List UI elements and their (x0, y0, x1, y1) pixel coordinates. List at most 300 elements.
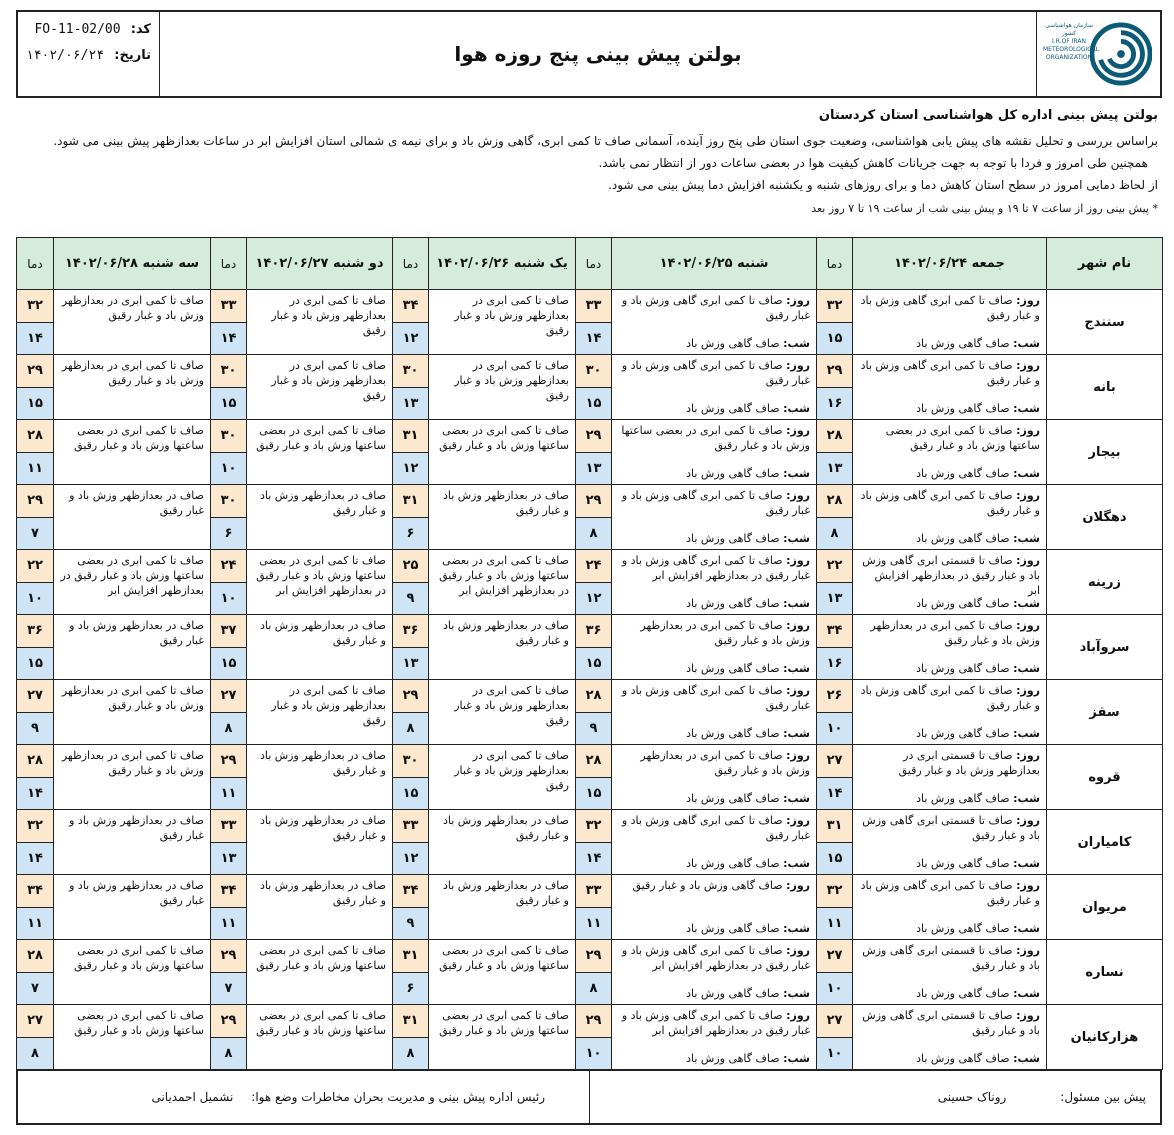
day-forecast (618, 878, 810, 893)
temperature-box (576, 420, 611, 484)
max-temperature: ۲۸ (817, 485, 852, 518)
temperature-cell (393, 745, 429, 810)
night-label: شب: (783, 662, 810, 675)
temperature-cell (576, 810, 612, 875)
night-forecast-text: صاف گاهی وزش باد (686, 987, 780, 1000)
max-temperature: ۲۴ (211, 550, 246, 583)
min-temperature: ۱۴ (17, 778, 53, 810)
night-label: شب: (1013, 597, 1040, 610)
day-column-header: شنبه ۱۴۰۲/۰۶/۲۵ (612, 238, 817, 290)
day-label: روز: (786, 424, 810, 437)
temperature-box (211, 615, 246, 679)
day-forecast (618, 553, 810, 583)
forecast-text: صاف در بعدازظهر وزش باد و غبار رقیق (442, 814, 569, 842)
forecast-text: صاف در بعدازظهر وزش باد و غبار رقیق (442, 489, 569, 517)
min-temperature: ۱۱ (817, 908, 852, 940)
temperature-cell (817, 615, 853, 680)
temperature-box (211, 680, 246, 744)
forecast-description (54, 875, 211, 940)
temperature-cell (393, 615, 429, 680)
day-forecast-text: صاف تا کمی ابری گاهی وزش باد و غبار رقیق (621, 489, 810, 517)
min-temperature: ۱۴ (17, 323, 53, 355)
min-temperature: ۹ (393, 583, 428, 615)
temperature-cell (393, 940, 429, 1005)
forecast-description (429, 940, 576, 1005)
max-temperature: ۲۹ (576, 420, 611, 453)
day-label: روز: (1016, 554, 1040, 567)
forecast-text: صاف تا کمی ابری در بعضی ساعتها وزش باد و غبار رقیق (256, 424, 386, 452)
night-forecast (618, 791, 810, 806)
day-forecast-text: صاف تا کمی ابری در بعدازظهر وزش باد و غبار رقیق (640, 619, 810, 647)
day-label: روز: (1016, 359, 1040, 372)
temperature-box (17, 485, 53, 549)
night-forecast (618, 531, 810, 546)
temperature-box (211, 355, 246, 419)
day-label: روز: (1016, 619, 1040, 632)
forecast-time-note: * پیش بینی روز از ساعت ۷ تا ۱۹ و پیش بینی شب از ساعت ۱۹ تا ۷ روز بعد (811, 202, 1158, 215)
max-temperature: ۲۷ (817, 1005, 852, 1038)
day-forecast-text: صاف گاهی وزش باد و غبار رقیق (632, 879, 783, 892)
day-forecast-text: صاف تا کمی ابری گاهی وزش باد و غبار رقیق (621, 294, 810, 322)
forecast-text: صاف در بعدازظهر وزش باد و غبار رقیق (259, 814, 386, 842)
temperature-box (576, 745, 611, 809)
night-label: شب: (783, 727, 810, 740)
department-head-cell (18, 1071, 589, 1123)
night-label: شب: (1013, 337, 1040, 350)
temperature-cell (211, 1005, 247, 1070)
day-label: روز: (786, 944, 810, 957)
forecast-description (429, 745, 576, 810)
max-temperature: ۲۶ (817, 680, 852, 713)
temperature-box (817, 550, 852, 614)
night-label: شب: (1013, 857, 1040, 870)
temperature-box (393, 615, 428, 679)
forecast-description (853, 680, 1047, 745)
temperature-box (211, 550, 246, 614)
forecast-text: صاف تا کمی ابری در بعدازظهر وزش باد و غبار رقیق (271, 294, 386, 337)
night-forecast-text: صاف گاهی وزش باد (916, 1052, 1010, 1065)
day-column-header: سه شنبه ۱۴۰۲/۰۶/۲۸ (54, 238, 211, 290)
table-row (17, 615, 1163, 680)
min-temperature: ۱۰ (211, 453, 246, 485)
forecast-description (612, 615, 817, 680)
max-temperature: ۳۱ (393, 1005, 428, 1038)
day-forecast (859, 358, 1040, 388)
min-temperature: ۱۵ (17, 388, 53, 420)
day-label: روز: (786, 554, 810, 567)
day-label: روز: (1016, 1009, 1040, 1022)
night-forecast-text: صاف گاهی وزش باد (916, 987, 1010, 1000)
temperature-cell (211, 680, 247, 745)
day-forecast (859, 488, 1040, 518)
city-name: سنندج (1047, 290, 1163, 355)
max-temperature: ۲۷ (211, 680, 246, 713)
temperature-box (393, 680, 428, 744)
min-temperature: ۸ (576, 518, 611, 550)
city-name: قروه (1047, 745, 1163, 810)
temperature-box (393, 355, 428, 419)
temp-column-header: دما (393, 238, 429, 290)
min-temperature: ۱۳ (817, 583, 852, 615)
min-temperature: ۱۰ (817, 1038, 852, 1070)
forecast-text: صاف تا کمی ابری در بعضی ساعتها وزش باد و غبار رقیق (74, 424, 204, 452)
day-forecast (859, 618, 1040, 648)
temperature-box (817, 1005, 852, 1069)
min-temperature: ۱۳ (393, 648, 428, 680)
forecast-description (247, 420, 393, 485)
table-row (17, 420, 1163, 485)
temperature-box (576, 485, 611, 549)
forecast-description (54, 420, 211, 485)
min-temperature: ۱۰ (17, 583, 53, 615)
forecast-description (853, 1005, 1047, 1070)
temperature-cell (817, 550, 853, 615)
forecast-description (612, 810, 817, 875)
day-forecast-text: صاف تا قسمتی ابری گاهی وزش باد و غبار رقیق در بعدازظهر افزایش ابر (862, 554, 1040, 597)
night-forecast (618, 336, 810, 351)
day-forecast-text: صاف تا کمی ابری گاهی وزش باد و غبار رقیق (860, 879, 1040, 907)
city-name: نساره (1047, 940, 1163, 1005)
forecast-text: صاف در بعدازظهر وزش باد و غبار رقیق (259, 879, 386, 907)
min-temperature: ۱۴ (576, 323, 611, 355)
intro-heading: بولتن پیش بینی اداره کل هواشناسی استان کردستان (818, 108, 1158, 123)
department-head-label: رئیس اداره پیش بینی و مدیریت بحران مخاطرات وضع هوا: (251, 1090, 545, 1104)
temperature-box (393, 290, 428, 354)
temperature-box (393, 420, 428, 484)
temperature-box (211, 940, 246, 1004)
max-temperature: ۲۹ (576, 485, 611, 518)
forecast-text: صاف در بعدازظهر وزش باد و غبار رقیق (69, 814, 204, 842)
day-label: روز: (1016, 684, 1040, 697)
forecast-text: صاف تا کمی ابری در بعدازظهر وزش باد و غبار رقیق (61, 359, 204, 387)
min-temperature: ۹ (576, 713, 611, 745)
temperature-box (817, 355, 852, 419)
forecast-text: صاف تا کمی ابری در بعضی ساعتها وزش باد و غبار رقیق (439, 424, 569, 452)
logo-line: METEOROLOGICAL (1043, 46, 1099, 53)
code-value: FO-11-02/00 (34, 22, 121, 37)
max-temperature: ۳۴ (393, 290, 428, 323)
temperature-cell (17, 290, 54, 355)
date-row (26, 48, 151, 63)
night-label: شب: (1013, 467, 1040, 480)
temperature-cell (576, 745, 612, 810)
night-label: شب: (783, 337, 810, 350)
forecast-description (853, 745, 1047, 810)
forecast-description (429, 680, 576, 745)
temperature-cell (576, 875, 612, 940)
night-forecast-text: صاف گاهی وزش باد (686, 597, 780, 610)
forecast-description (429, 355, 576, 420)
forecast-text: صاف تا کمی ابری در بعدازظهر وزش باد و غبار رقیق (454, 359, 569, 402)
temperature-box (576, 290, 611, 354)
temperature-cell (817, 745, 853, 810)
temperature-box (393, 875, 428, 939)
max-temperature: ۳۴ (393, 875, 428, 908)
min-temperature: ۱۲ (576, 583, 611, 615)
forecast-description (853, 875, 1047, 940)
forecast-text: صاف تا کمی ابری در بعضی ساعتها وزش باد و غبار رقیق در بعدازظهر افزایش ابر (256, 554, 386, 597)
temperature-cell (17, 810, 54, 875)
max-temperature: ۳۲ (817, 290, 852, 323)
night-forecast (859, 1051, 1040, 1066)
temperature-box (211, 745, 246, 809)
forecast-text: صاف در بعدازظهر وزش باد و غبار رقیق (69, 879, 204, 907)
min-temperature: ۱۱ (576, 908, 611, 940)
forecast-description (247, 485, 393, 550)
day-forecast (618, 293, 810, 323)
night-forecast (859, 791, 1040, 806)
day-forecast (618, 748, 810, 778)
max-temperature: ۳۶ (393, 615, 428, 648)
min-temperature: ۸ (817, 518, 852, 550)
temperature-cell (393, 355, 429, 420)
max-temperature: ۳۲ (17, 290, 53, 323)
max-temperature: ۲۲ (817, 550, 852, 583)
min-temperature: ۱۳ (817, 453, 852, 485)
temperature-cell (211, 810, 247, 875)
min-temperature: ۱۱ (17, 908, 53, 940)
max-temperature: ۲۸ (17, 420, 53, 453)
temperature-cell (817, 810, 853, 875)
forecast-table (16, 237, 1163, 1070)
temperature-box (393, 485, 428, 549)
min-temperature: ۱۰ (211, 583, 246, 615)
logo-line: ORGANIZATION (1045, 54, 1093, 61)
day-label: روز: (786, 879, 810, 892)
temperature-box (393, 1005, 428, 1069)
temperature-cell (393, 875, 429, 940)
max-temperature: ۲۹ (576, 1005, 611, 1038)
temperature-box (817, 745, 852, 809)
day-forecast-text: صاف تا کمی ابری گاهی وزش باد و غبار رقیق (621, 814, 810, 842)
day-forecast (618, 943, 810, 973)
day-forecast-text: صاف تا قسمتی ابری گاهی وزش باد و غبار رقیق (862, 814, 1040, 842)
min-temperature: ۱۶ (817, 388, 852, 420)
forecast-description (247, 355, 393, 420)
temperature-cell (211, 420, 247, 485)
temperature-cell (576, 615, 612, 680)
max-temperature: ۲۹ (211, 745, 246, 778)
day-label: روز: (786, 1009, 810, 1022)
temperature-box (576, 680, 611, 744)
night-label: شب: (783, 987, 810, 1000)
table-row (17, 550, 1163, 615)
temperature-box (576, 355, 611, 419)
temperature-box (576, 615, 611, 679)
temperature-cell (393, 810, 429, 875)
forecaster-name: روناک حسینی (937, 1090, 1007, 1104)
day-forecast (618, 358, 810, 388)
night-forecast (859, 466, 1040, 481)
max-temperature: ۳۳ (211, 810, 246, 843)
day-forecast (859, 943, 1040, 973)
min-temperature: ۷ (211, 973, 246, 1005)
day-forecast-text: صاف تا کمی ابری در بعضی ساعتها وزش باد و غبار رقیق (621, 424, 810, 452)
forecast-description (853, 355, 1047, 420)
department-head-name: نشمیل احمدیانی (151, 1090, 234, 1104)
forecast-description (247, 680, 393, 745)
forecaster-cell (589, 1071, 1160, 1123)
night-label: شب: (783, 467, 810, 480)
max-temperature: ۳۱ (393, 485, 428, 518)
temperature-box (817, 810, 852, 874)
forecast-description (429, 485, 576, 550)
min-temperature: ۸ (211, 1038, 246, 1070)
forecast-description (247, 875, 393, 940)
max-temperature: ۳۰ (393, 355, 428, 388)
temperature-cell (17, 355, 54, 420)
forecast-description (853, 420, 1047, 485)
forecast-description (54, 485, 211, 550)
forecast-description (853, 485, 1047, 550)
day-forecast (618, 488, 810, 518)
min-temperature: ۱۲ (393, 453, 428, 485)
min-temperature: ۹ (393, 908, 428, 940)
forecast-description (612, 940, 817, 1005)
night-forecast-text: صاف گاهی وزش باد (686, 467, 780, 480)
forecast-text: صاف در بعدازظهر وزش باد و غبار رقیق (69, 619, 204, 647)
forecast-description (612, 680, 817, 745)
max-temperature: ۲۷ (17, 1005, 53, 1038)
night-forecast (859, 921, 1040, 936)
temperature-cell (211, 940, 247, 1005)
forecast-description (429, 290, 576, 355)
min-temperature: ۱۰ (817, 973, 852, 1005)
city-name: سقز (1047, 680, 1163, 745)
forecast-description (612, 1005, 817, 1070)
temperature-cell (817, 355, 853, 420)
day-column-header: دو شنبه ۱۴۰۲/۰۶/۲۷ (247, 238, 393, 290)
max-temperature: ۳۲ (17, 810, 53, 843)
temperature-box (17, 680, 53, 744)
table-row (17, 1005, 1163, 1070)
day-forecast (618, 813, 810, 843)
min-temperature: ۱۴ (576, 843, 611, 875)
temperature-box (393, 550, 428, 614)
code-row (34, 22, 151, 37)
max-temperature: ۲۹ (817, 355, 852, 388)
day-forecast-text: صاف تا کمی ابری گاهی وزش باد و غبار رقیق (860, 684, 1040, 712)
temperature-cell (393, 1005, 429, 1070)
max-temperature: ۳۱ (817, 810, 852, 843)
forecast-description (853, 615, 1047, 680)
forecast-table-body (17, 290, 1163, 1070)
temperature-box (17, 875, 53, 939)
day-label: روز: (786, 749, 810, 762)
min-temperature: ۱۵ (211, 388, 246, 420)
min-temperature: ۱۰ (817, 713, 852, 745)
min-temperature: ۸ (211, 713, 246, 745)
forecast-description (612, 875, 817, 940)
city-name: کامیاران (1047, 810, 1163, 875)
max-temperature: ۲۹ (393, 680, 428, 713)
min-temperature: ۱۴ (817, 778, 852, 810)
forecast-description (247, 940, 393, 1005)
night-label: شب: (783, 792, 810, 805)
min-temperature: ۱۵ (393, 778, 428, 810)
min-temperature: ۱۵ (817, 323, 852, 355)
forecast-description (853, 290, 1047, 355)
max-temperature: ۲۷ (817, 940, 852, 973)
forecast-description (429, 875, 576, 940)
night-label: شب: (783, 922, 810, 935)
forecast-description (54, 615, 211, 680)
temperature-cell (817, 680, 853, 745)
max-temperature: ۲۴ (576, 550, 611, 583)
max-temperature: ۲۷ (817, 745, 852, 778)
temperature-box (17, 355, 53, 419)
forecast-text: صاف تا کمی ابری در بعضی ساعتها وزش باد و غبار رقیق (256, 1009, 386, 1037)
forecast-text: صاف تا کمی ابری در بعدازظهر وزش باد و غبار رقیق (271, 359, 386, 402)
forecast-text: صاف تا کمی ابری در بعدازظهر وزش باد و غبار رقیق (454, 684, 569, 727)
temperature-box (576, 1005, 611, 1069)
document-code-cell (18, 12, 160, 96)
temperature-box (817, 940, 852, 1004)
temperature-box (576, 550, 611, 614)
night-forecast-text: صاف گاهی وزش باد (916, 662, 1010, 675)
min-temperature: ۱۱ (211, 908, 246, 940)
max-temperature: ۳۳ (393, 810, 428, 843)
min-temperature: ۱۵ (576, 778, 611, 810)
day-forecast-text: صاف تا کمی ابری گاهی وزش باد و غبار رقیق (621, 359, 810, 387)
min-temperature: ۱۵ (211, 648, 246, 680)
forecast-description (853, 940, 1047, 1005)
min-temperature: ۷ (17, 973, 53, 1005)
forecast-text: صاف تا کمی ابری در بعضی ساعتها وزش باد و غبار رقیق در بعدازظهر افزایش ابر (439, 554, 569, 597)
night-forecast (618, 466, 810, 481)
day-column-header: یک شنبه ۱۴۰۲/۰۶/۲۶ (429, 238, 576, 290)
forecast-description (612, 745, 817, 810)
temperature-box (393, 810, 428, 874)
min-temperature: ۸ (393, 713, 428, 745)
temperature-box (817, 615, 852, 679)
temperature-box (17, 290, 53, 354)
max-temperature: ۲۸ (576, 745, 611, 778)
forecast-text: صاف تا کمی ابری در بعدازظهر وزش باد و غبار رقیق (61, 749, 204, 777)
temperature-box (576, 940, 611, 1004)
max-temperature: ۲۹ (211, 940, 246, 973)
date-label: تاریخ: (114, 48, 151, 63)
day-forecast-text: صاف تا کمی ابری گاهی وزش باد و غبار رقیق (860, 359, 1040, 387)
temperature-box (817, 290, 852, 354)
night-forecast (618, 596, 810, 611)
min-temperature: ۸ (576, 973, 611, 1005)
night-label: شب: (1013, 1052, 1040, 1065)
night-forecast-text: صاف گاهی وزش باد (916, 597, 1010, 610)
temperature-box (17, 420, 53, 484)
night-forecast (859, 401, 1040, 416)
day-forecast (859, 878, 1040, 908)
temperature-cell (211, 355, 247, 420)
day-forecast-text: صاف تا قسمتی ابری در بعدازظهر وزش باد و غبار رقیق (898, 749, 1040, 777)
min-temperature: ۱۴ (17, 843, 53, 875)
max-temperature: ۳۱ (393, 420, 428, 453)
bulletin-intro (20, 108, 1158, 220)
forecast-text: صاف تا کمی ابری در بعدازظهر وزش باد و غبار رقیق (61, 684, 204, 712)
max-temperature: ۲۹ (17, 355, 53, 388)
temperature-box (211, 875, 246, 939)
temperature-box (211, 810, 246, 874)
forecast-text: صاف تا کمی ابری در بعدازظهر وزش باد و غبار رقیق (454, 294, 569, 337)
min-temperature: ۹ (17, 713, 53, 745)
night-label: شب: (783, 857, 810, 870)
min-temperature: ۱۱ (17, 453, 53, 485)
logo-line: سازمان هواشناسی کشور (1045, 22, 1093, 37)
forecast-description (612, 355, 817, 420)
night-label: شب: (1013, 987, 1040, 1000)
day-forecast-text: صاف تا قسمتی ابری گاهی وزش باد و غبار رقیق (862, 944, 1040, 972)
night-forecast-text: صاف گاهی وزش باد (686, 662, 780, 675)
